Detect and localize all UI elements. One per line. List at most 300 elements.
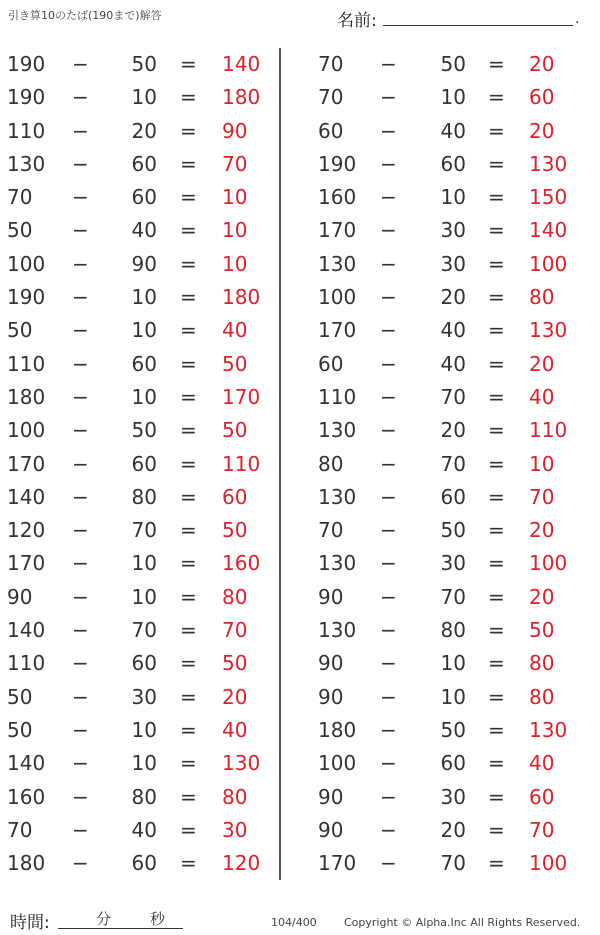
- subtrahend: 10: [131, 318, 157, 343]
- answer: 60: [222, 484, 248, 509]
- answer: 150: [529, 185, 568, 210]
- subtrahend: 60: [440, 151, 466, 176]
- answer: 180: [222, 85, 261, 110]
- minuend: 110: [7, 651, 46, 676]
- minus-sign: −: [380, 451, 397, 476]
- minuend: 70: [318, 518, 344, 543]
- minus-sign: −: [380, 584, 397, 609]
- subtrahend: 40: [440, 318, 466, 343]
- subtrahend: 50: [440, 52, 466, 76]
- equals-sign: =: [180, 185, 197, 210]
- minus-sign: −: [72, 351, 89, 376]
- equals-sign: =: [180, 218, 197, 243]
- minuend: 120: [7, 518, 46, 543]
- minuend: 70: [318, 52, 344, 76]
- minus-sign: −: [380, 384, 397, 409]
- equals-sign: =: [488, 784, 505, 809]
- subtrahend: 90: [131, 251, 157, 276]
- equals-sign: =: [488, 185, 505, 210]
- equals-sign: =: [488, 384, 505, 409]
- answer: 100: [529, 251, 568, 276]
- minus-sign: −: [72, 684, 89, 709]
- problem-row: [0, 281, 278, 314]
- subtrahend: 40: [131, 817, 157, 842]
- minuend: 100: [7, 418, 46, 443]
- minuend: 130: [318, 618, 357, 643]
- equals-sign: =: [180, 52, 197, 76]
- minus-sign: −: [72, 751, 89, 776]
- equals-sign: =: [488, 618, 505, 643]
- problem-row: [0, 747, 278, 780]
- subtrahend: 30: [440, 784, 466, 809]
- minuend: 100: [318, 751, 357, 776]
- minuend: 110: [7, 351, 46, 376]
- answer: 120: [222, 851, 261, 876]
- answer: 10: [222, 218, 248, 243]
- subtrahend: 60: [131, 185, 157, 210]
- minuend: 60: [318, 351, 344, 376]
- answer: 70: [222, 618, 248, 643]
- subtrahend: 70: [131, 618, 157, 643]
- page-number: 104/400: [271, 916, 317, 929]
- problem-row: [0, 814, 278, 847]
- seconds-label: 秒: [150, 910, 166, 928]
- problem-row: [0, 381, 278, 414]
- problem-row: [0, 81, 278, 114]
- minus-sign: −: [72, 584, 89, 609]
- minus-sign: −: [380, 85, 397, 110]
- problem-row: [300, 814, 600, 847]
- problem-row: [0, 115, 278, 148]
- minuend: 170: [7, 451, 46, 476]
- equals-sign: =: [488, 418, 505, 443]
- equals-sign: =: [180, 351, 197, 376]
- minuend: 60: [318, 118, 344, 143]
- minuend: 170: [318, 851, 357, 876]
- subtrahend: 80: [131, 784, 157, 809]
- subtrahend: 20: [131, 118, 157, 143]
- right-problem-column: [300, 48, 600, 880]
- minuend: 190: [318, 151, 357, 176]
- problem-row: [0, 714, 278, 747]
- minus-sign: −: [72, 384, 89, 409]
- minuend: 180: [7, 851, 46, 876]
- problem-row: [300, 581, 600, 614]
- answer: 160: [222, 551, 261, 576]
- problem-row: [300, 214, 600, 247]
- answer: 20: [529, 584, 555, 609]
- minuend: 110: [318, 384, 357, 409]
- equals-sign: =: [180, 285, 197, 310]
- minus-sign: −: [72, 618, 89, 643]
- problem-row: [0, 481, 278, 514]
- answer: 60: [529, 784, 555, 809]
- minus-sign: −: [72, 251, 89, 276]
- answer: 110: [222, 451, 261, 476]
- equals-sign: =: [180, 318, 197, 343]
- answer: 50: [222, 518, 248, 543]
- minus-sign: −: [380, 285, 397, 310]
- minuend: 70: [7, 817, 33, 842]
- answer: 40: [529, 751, 555, 776]
- problem-row: [0, 514, 278, 547]
- minuend: 170: [7, 551, 46, 576]
- answer: 20: [529, 351, 555, 376]
- answer: 10: [222, 185, 248, 210]
- minuend: 70: [7, 185, 33, 210]
- problem-row: [0, 348, 278, 381]
- problem-row: [300, 281, 600, 314]
- minus-sign: −: [72, 518, 89, 543]
- subtrahend: 60: [440, 751, 466, 776]
- answer: 70: [529, 817, 555, 842]
- time-label: 時間:: [10, 913, 50, 933]
- equals-sign: =: [488, 584, 505, 609]
- subtrahend: 30: [440, 551, 466, 576]
- subtrahend: 60: [131, 151, 157, 176]
- subtrahend: 30: [440, 251, 466, 276]
- answer: 30: [222, 817, 248, 842]
- answer: 90: [222, 118, 248, 143]
- problem-row: [0, 681, 278, 714]
- subtrahend: 20: [440, 817, 466, 842]
- equals-sign: =: [180, 118, 197, 143]
- equals-sign: =: [180, 684, 197, 709]
- subtrahend: 60: [440, 484, 466, 509]
- minus-sign: −: [380, 684, 397, 709]
- problem-row: [300, 647, 600, 680]
- minuend: 100: [318, 285, 357, 310]
- problem-row: [0, 448, 278, 481]
- answer: 40: [529, 384, 555, 409]
- equals-sign: =: [180, 484, 197, 509]
- problem-row: [300, 614, 600, 647]
- problem-row: [0, 181, 278, 214]
- minus-sign: −: [72, 817, 89, 842]
- problem-row: [0, 414, 278, 447]
- answer: 50: [222, 651, 248, 676]
- subtrahend: 60: [131, 451, 157, 476]
- subtrahend: 10: [440, 651, 466, 676]
- equals-sign: =: [180, 518, 197, 543]
- equals-sign: =: [180, 784, 197, 809]
- left-problem-column: [0, 48, 278, 880]
- problem-row: [300, 514, 600, 547]
- equals-sign: =: [488, 285, 505, 310]
- minus-sign: −: [72, 218, 89, 243]
- problem-row: [300, 381, 600, 414]
- minus-sign: −: [72, 418, 89, 443]
- minuend: 90: [318, 584, 344, 609]
- equals-sign: =: [488, 518, 505, 543]
- equals-sign: =: [180, 717, 197, 742]
- minuend: 80: [318, 451, 344, 476]
- minus-sign: −: [380, 518, 397, 543]
- subtrahend: 10: [131, 717, 157, 742]
- subtrahend: 40: [131, 218, 157, 243]
- problem-row: [300, 181, 600, 214]
- equals-sign: =: [488, 251, 505, 276]
- minus-sign: −: [72, 451, 89, 476]
- minus-sign: −: [72, 85, 89, 110]
- problem-row: [300, 414, 600, 447]
- minuend: 90: [7, 584, 33, 609]
- answer: 140: [222, 52, 261, 76]
- subtrahend: 80: [440, 618, 466, 643]
- problem-row: [0, 847, 278, 880]
- column-divider: [279, 48, 281, 880]
- problem-row: [0, 581, 278, 614]
- answer: 80: [222, 584, 248, 609]
- minus-sign: −: [72, 651, 89, 676]
- equals-sign: =: [180, 151, 197, 176]
- answer: 80: [529, 285, 555, 310]
- minus-sign: −: [72, 551, 89, 576]
- minus-sign: −: [72, 185, 89, 210]
- problem-row: [0, 248, 278, 281]
- minuend: 90: [318, 651, 344, 676]
- equals-sign: =: [180, 451, 197, 476]
- minus-sign: −: [72, 484, 89, 509]
- minus-sign: −: [380, 817, 397, 842]
- equals-sign: =: [180, 851, 197, 876]
- subtrahend: 60: [131, 851, 157, 876]
- subtrahend: 10: [131, 85, 157, 110]
- minus-sign: −: [72, 52, 89, 76]
- equals-sign: =: [488, 817, 505, 842]
- subtrahend: 10: [131, 384, 157, 409]
- problem-row: [0, 647, 278, 680]
- answer: 20: [529, 118, 555, 143]
- minus-sign: −: [72, 285, 89, 310]
- subtrahend: 80: [131, 484, 157, 509]
- problem-row: [0, 314, 278, 347]
- name-label: 名前:: [337, 11, 377, 31]
- name-write-line: [383, 25, 573, 26]
- minuend: 190: [7, 52, 46, 76]
- equals-sign: =: [488, 118, 505, 143]
- minuend: 130: [318, 251, 357, 276]
- problem-row: [300, 714, 600, 747]
- subtrahend: 60: [131, 651, 157, 676]
- worksheet-title: 引き算10のたば(190まで)解答: [8, 9, 162, 22]
- equals-sign: =: [180, 651, 197, 676]
- minuend: 110: [7, 118, 46, 143]
- subtrahend: 40: [440, 118, 466, 143]
- answer: 80: [222, 784, 248, 809]
- subtrahend: 10: [440, 85, 466, 110]
- minuend: 50: [7, 717, 33, 742]
- problem-row: [300, 547, 600, 580]
- minuend: 190: [7, 285, 46, 310]
- subtrahend: 50: [440, 717, 466, 742]
- equals-sign: =: [488, 551, 505, 576]
- minus-sign: −: [380, 185, 397, 210]
- answer: 50: [222, 418, 248, 443]
- answer: 20: [222, 684, 248, 709]
- equals-sign: =: [180, 817, 197, 842]
- problem-row: [300, 248, 600, 281]
- answer: 70: [529, 484, 555, 509]
- equals-sign: =: [180, 551, 197, 576]
- minus-sign: −: [380, 351, 397, 376]
- minuend: 50: [7, 318, 33, 343]
- answer: 130: [529, 717, 568, 742]
- subtrahend: 10: [131, 751, 157, 776]
- minuend: 180: [318, 717, 357, 742]
- equals-sign: =: [488, 851, 505, 876]
- subtrahend: 10: [131, 285, 157, 310]
- minus-sign: −: [380, 151, 397, 176]
- minuend: 170: [318, 318, 357, 343]
- answer: 110: [529, 418, 568, 443]
- equals-sign: =: [488, 484, 505, 509]
- problem-row: [0, 148, 278, 181]
- subtrahend: 70: [440, 384, 466, 409]
- equals-sign: =: [180, 85, 197, 110]
- minus-sign: −: [380, 784, 397, 809]
- subtrahend: 40: [440, 351, 466, 376]
- minuend: 70: [318, 85, 344, 110]
- answer: 10: [529, 451, 555, 476]
- minuend: 100: [7, 251, 46, 276]
- minus-sign: −: [380, 52, 397, 76]
- subtrahend: 10: [440, 684, 466, 709]
- minuend: 130: [7, 151, 46, 176]
- answer: 50: [529, 618, 555, 643]
- problem-row: [300, 847, 600, 880]
- equals-sign: =: [488, 717, 505, 742]
- subtrahend: 70: [131, 518, 157, 543]
- minuend: 140: [7, 484, 46, 509]
- minuend: 50: [7, 218, 33, 243]
- answer: 180: [222, 285, 261, 310]
- problem-row: [300, 481, 600, 514]
- minuend: 130: [318, 484, 357, 509]
- subtrahend: 50: [440, 518, 466, 543]
- minuend: 160: [7, 784, 46, 809]
- answer: 130: [529, 318, 568, 343]
- answer: 60: [529, 85, 555, 110]
- equals-sign: =: [488, 751, 505, 776]
- minuend: 130: [318, 551, 357, 576]
- subtrahend: 20: [440, 285, 466, 310]
- problem-row: [300, 48, 600, 81]
- answer: 50: [222, 351, 248, 376]
- subtrahend: 30: [440, 218, 466, 243]
- minus-sign: −: [380, 651, 397, 676]
- copyright-notice: Copyright © Alpha.Inc All Rights Reserved.: [344, 916, 581, 929]
- minus-sign: −: [72, 717, 89, 742]
- problem-row: [0, 48, 278, 81]
- minus-sign: −: [72, 318, 89, 343]
- answer: 40: [222, 717, 248, 742]
- minus-sign: −: [380, 118, 397, 143]
- answer: 100: [529, 851, 568, 876]
- problem-row: [0, 547, 278, 580]
- minus-sign: −: [380, 551, 397, 576]
- equals-sign: =: [488, 651, 505, 676]
- answer: 40: [222, 318, 248, 343]
- subtrahend: 50: [131, 418, 157, 443]
- minuend: 180: [7, 384, 46, 409]
- equals-sign: =: [488, 318, 505, 343]
- minus-sign: −: [380, 318, 397, 343]
- subtrahend: 10: [131, 551, 157, 576]
- minus-sign: −: [380, 751, 397, 776]
- subtrahend: 30: [131, 684, 157, 709]
- minuend: 90: [318, 817, 344, 842]
- subtrahend: 20: [440, 418, 466, 443]
- problem-row: [300, 781, 600, 814]
- equals-sign: =: [488, 218, 505, 243]
- problem-row: [300, 747, 600, 780]
- answer: 140: [529, 218, 568, 243]
- problem-row: [300, 448, 600, 481]
- minuend: 90: [318, 784, 344, 809]
- minus-sign: −: [380, 251, 397, 276]
- equals-sign: =: [180, 584, 197, 609]
- answer: 70: [222, 151, 248, 176]
- equals-sign: =: [488, 52, 505, 76]
- answer: 100: [529, 551, 568, 576]
- minuend: 90: [318, 684, 344, 709]
- minus-sign: −: [72, 151, 89, 176]
- problem-row: [300, 314, 600, 347]
- problem-row: [0, 214, 278, 247]
- problem-row: [300, 81, 600, 114]
- equals-sign: =: [180, 618, 197, 643]
- subtrahend: 70: [440, 851, 466, 876]
- answer: 130: [529, 151, 568, 176]
- minus-sign: −: [380, 851, 397, 876]
- answer: 80: [529, 651, 555, 676]
- minus-sign: −: [380, 618, 397, 643]
- minuend: 140: [7, 618, 46, 643]
- name-end-dot: .: [575, 11, 580, 27]
- answer: 170: [222, 384, 261, 409]
- equals-sign: =: [180, 251, 197, 276]
- answer: 20: [529, 518, 555, 543]
- minutes-label: 分: [96, 910, 112, 928]
- answer: 10: [222, 251, 248, 276]
- subtrahend: 10: [131, 584, 157, 609]
- minuend: 50: [7, 684, 33, 709]
- problem-row: [0, 781, 278, 814]
- problem-row: [300, 681, 600, 714]
- minus-sign: −: [72, 851, 89, 876]
- problem-row: [300, 148, 600, 181]
- minus-sign: −: [380, 717, 397, 742]
- equals-sign: =: [488, 151, 505, 176]
- equals-sign: =: [180, 384, 197, 409]
- subtrahend: 50: [131, 52, 157, 76]
- minuend: 190: [7, 85, 46, 110]
- subtrahend: 60: [131, 351, 157, 376]
- answer: 20: [529, 52, 555, 76]
- equals-sign: =: [180, 751, 197, 776]
- equals-sign: =: [488, 85, 505, 110]
- problem-row: [0, 614, 278, 647]
- minuend: 130: [318, 418, 357, 443]
- minuend: 160: [318, 185, 357, 210]
- problem-row: [300, 348, 600, 381]
- subtrahend: 10: [440, 185, 466, 210]
- answer: 80: [529, 684, 555, 709]
- minus-sign: −: [380, 484, 397, 509]
- minus-sign: −: [380, 418, 397, 443]
- equals-sign: =: [488, 684, 505, 709]
